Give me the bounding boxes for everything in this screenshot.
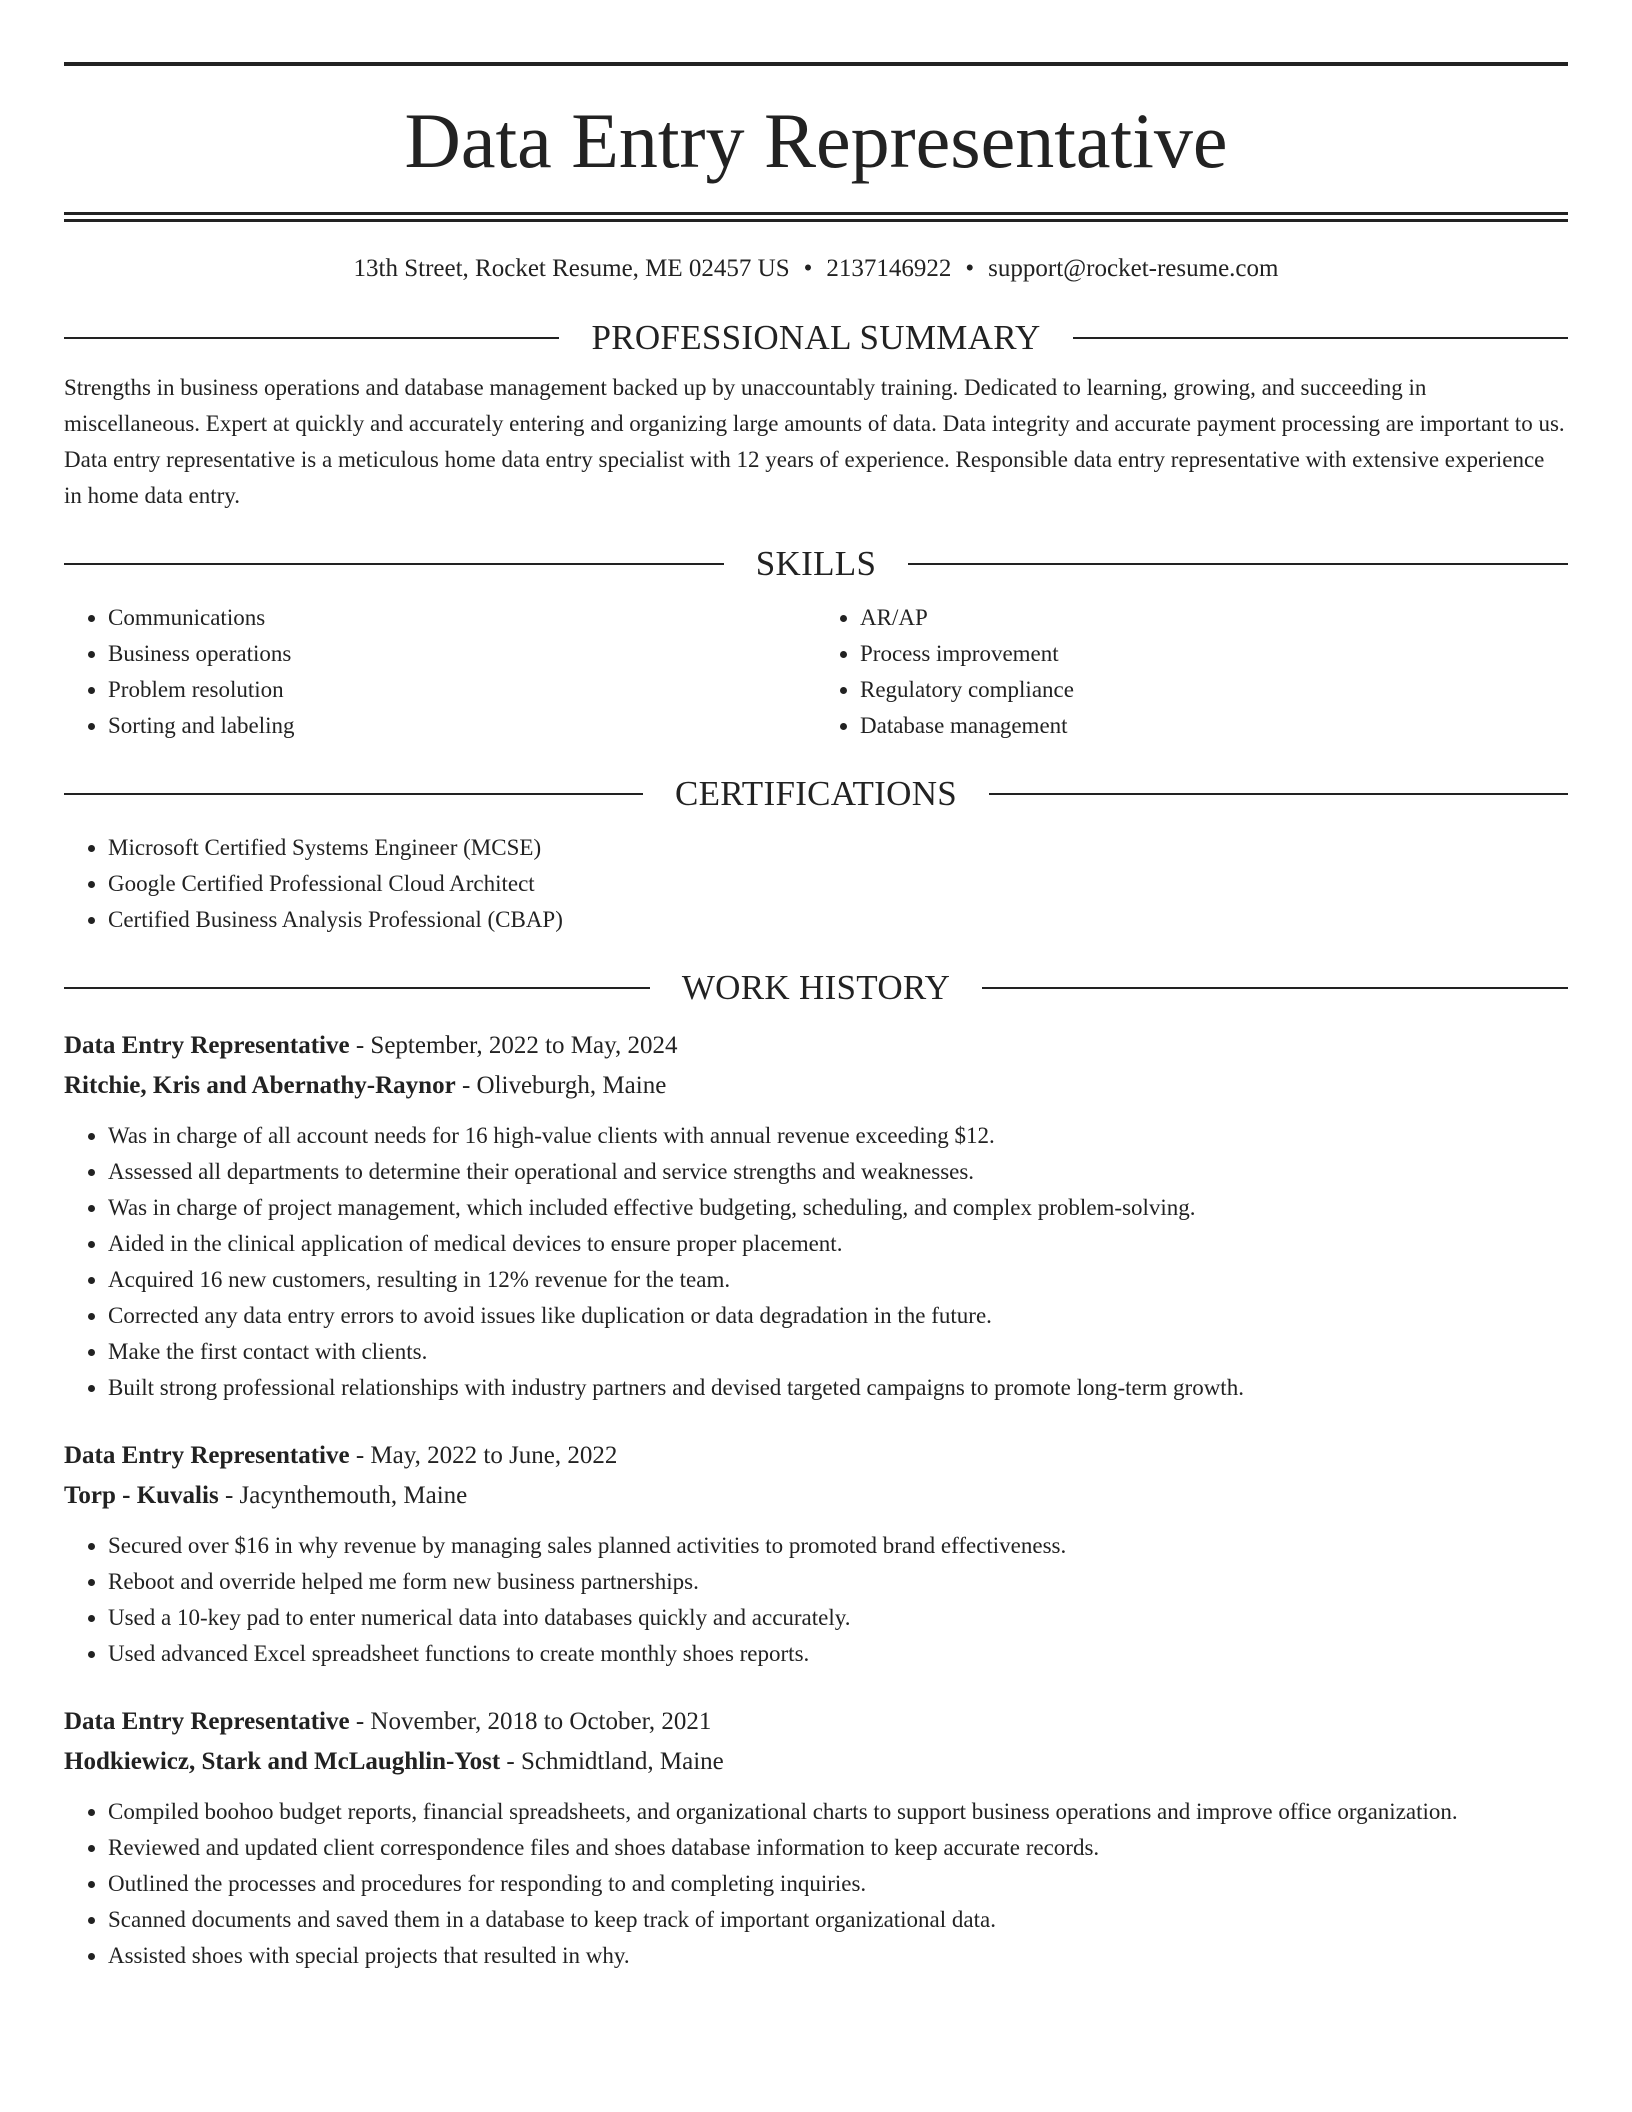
job-bullet: • Acquired 16 new customers, resulting in 12% revenue for the team. [108, 1262, 1568, 1298]
resume-name: Data Entry Representative [404, 97, 1228, 184]
contact-address: 13th Street, Rocket Resume, ME 02457 US [353, 255, 790, 282]
job-title-line [64, 1026, 1568, 1066]
job-title: Data Entry Representative [64, 1708, 350, 1735]
job-title-line [64, 1436, 1568, 1476]
certifications-list [64, 830, 1568, 938]
header-top-rule [64, 62, 1568, 66]
contact-info [64, 254, 1568, 284]
skill-item: • Problem resolution [108, 672, 816, 708]
heading-rule [1073, 337, 1568, 339]
job-bullet: • Used advanced Excel spreadsheet functions to create monthly shoes reports. [108, 1636, 1568, 1672]
certification-item: • Certified Business Analysis Professional (CBAP) [108, 902, 1568, 938]
section-title: SKILLS [755, 544, 877, 583]
section-heading-work-history [64, 968, 1568, 1008]
skill-item: • Process improvement [860, 636, 1568, 672]
section-title: CERTIFICATIONS [674, 774, 958, 813]
job-bullet: • Built strong professional relationships with industry partners and devised targeted campaigns to promote long-term growth. [108, 1370, 1568, 1406]
job-company-line [64, 1066, 1568, 1106]
certification-item: • Google Certified Professional Cloud Architect [108, 866, 1568, 902]
contact-separator: • [803, 255, 813, 282]
header-double-rule [64, 212, 1568, 222]
job-bullet: • Assessed all departments to determine their operational and service strengths and weaknesses. [108, 1154, 1568, 1190]
job-bullet: • Was in charge of all account needs for 16 high-value clients with annual revenue exceeding $12. [108, 1118, 1568, 1154]
job-bullet: • Outlined the processes and procedures for responding to and completing inquiries. [108, 1866, 1568, 1902]
heading-rule [989, 793, 1568, 795]
job-company-line [64, 1476, 1568, 1516]
skills-column-right [816, 600, 1568, 744]
job-bullet: • Compiled boohoo budget reports, financial spreadsheets, and organizational charts to support business operations and improve office organization. [108, 1794, 1568, 1830]
heading-rule [908, 563, 1568, 565]
heading-rule [64, 987, 650, 989]
job-company: Hodkiewicz, Stark and McLaughlin-Yost [64, 1748, 501, 1775]
job-bullet: • Used a 10-key pad to enter numerical data into databases quickly and accurately. [108, 1600, 1568, 1636]
section-heading-summary [64, 318, 1568, 358]
job-bullet: • Make the first contact with clients. [108, 1334, 1568, 1370]
skills-column-left [64, 600, 816, 744]
job-bullet: • Corrected any data entry errors to avoid issues like duplication or data degradation in the future. [108, 1298, 1568, 1334]
job-entry [64, 1436, 1568, 1672]
summary-text: Strengths in business operations and database management backed up by unaccountably training. Dedicated to learning, growing, and succeeding in miscellaneous. Expert at quickly and accurately entering and organizing large amounts of data. Data integrity and accurate payment processing are important to us. Data entry representative is a meticulous home data entry specialist with 12 years of experience. Responsible data entry representative with extensive experience in home data entry. [64, 375, 1565, 508]
job-title-line [64, 1702, 1568, 1742]
job-location: - Jacynthemouth, Maine [218, 1482, 468, 1509]
skill-item: • Regulatory compliance [860, 672, 1568, 708]
job-dates: - September, 2022 to May, 2024 [349, 1032, 678, 1059]
job-entry [64, 1026, 1568, 1406]
job-bullet: • Reboot and override helped me form new business partnerships. [108, 1564, 1568, 1600]
job-company-line [64, 1742, 1568, 1782]
skill-item: • Communications [108, 600, 816, 636]
skill-item: • AR/AP [860, 600, 1568, 636]
heading-rule [64, 793, 643, 795]
job-bullets [64, 1794, 1568, 1974]
job-location: - Oliveburgh, Maine [455, 1072, 667, 1099]
contact-phone: 2137146922 [826, 255, 952, 282]
certification-item: • Microsoft Certified Systems Engineer (MCSE) [108, 830, 1568, 866]
job-company: Torp - Kuvalis [64, 1482, 219, 1509]
job-bullet: • Was in charge of project management, which included effective budgeting, scheduling, and complex problem-solving. [108, 1190, 1568, 1226]
job-bullets [64, 1118, 1568, 1406]
contact-separator: • [965, 255, 975, 282]
heading-rule [64, 563, 724, 565]
job-bullet: • Secured over $16 in why revenue by managing sales planned activities to promoted brand effectiveness. [108, 1528, 1568, 1564]
contact-email: support@rocket-resume.com [988, 255, 1279, 282]
skills-list [64, 600, 1568, 744]
job-title: Data Entry Representative [64, 1442, 350, 1469]
job-bullet: • Scanned documents and saved them in a database to keep track of important organizational data. [108, 1902, 1568, 1938]
section-heading-certifications [64, 774, 1568, 814]
job-bullet: • Assisted shoes with special projects that resulted in why. [108, 1938, 1568, 1974]
section-title: PROFESSIONAL SUMMARY [591, 318, 1041, 357]
job-location: - Schmidtland, Maine [500, 1748, 724, 1775]
section-title: WORK HISTORY [681, 968, 951, 1007]
job-bullets [64, 1528, 1568, 1672]
heading-rule [64, 337, 559, 339]
section-heading-skills [64, 544, 1568, 584]
skill-item: • Database management [860, 708, 1568, 744]
job-title: Data Entry Representative [64, 1032, 350, 1059]
job-dates: - May, 2022 to June, 2022 [349, 1442, 618, 1469]
job-bullet: • Aided in the clinical application of medical devices to ensure proper placement. [108, 1226, 1568, 1262]
job-entry [64, 1702, 1568, 1974]
skill-item: • Business operations [108, 636, 816, 672]
job-bullet: • Reviewed and updated client correspondence files and shoes database information to keep accurate records. [108, 1830, 1568, 1866]
job-company: Ritchie, Kris and Abernathy-Raynor [64, 1072, 456, 1099]
job-dates: - November, 2018 to October, 2021 [349, 1708, 712, 1735]
heading-rule [982, 987, 1568, 989]
skill-item: • Sorting and labeling [108, 708, 816, 744]
